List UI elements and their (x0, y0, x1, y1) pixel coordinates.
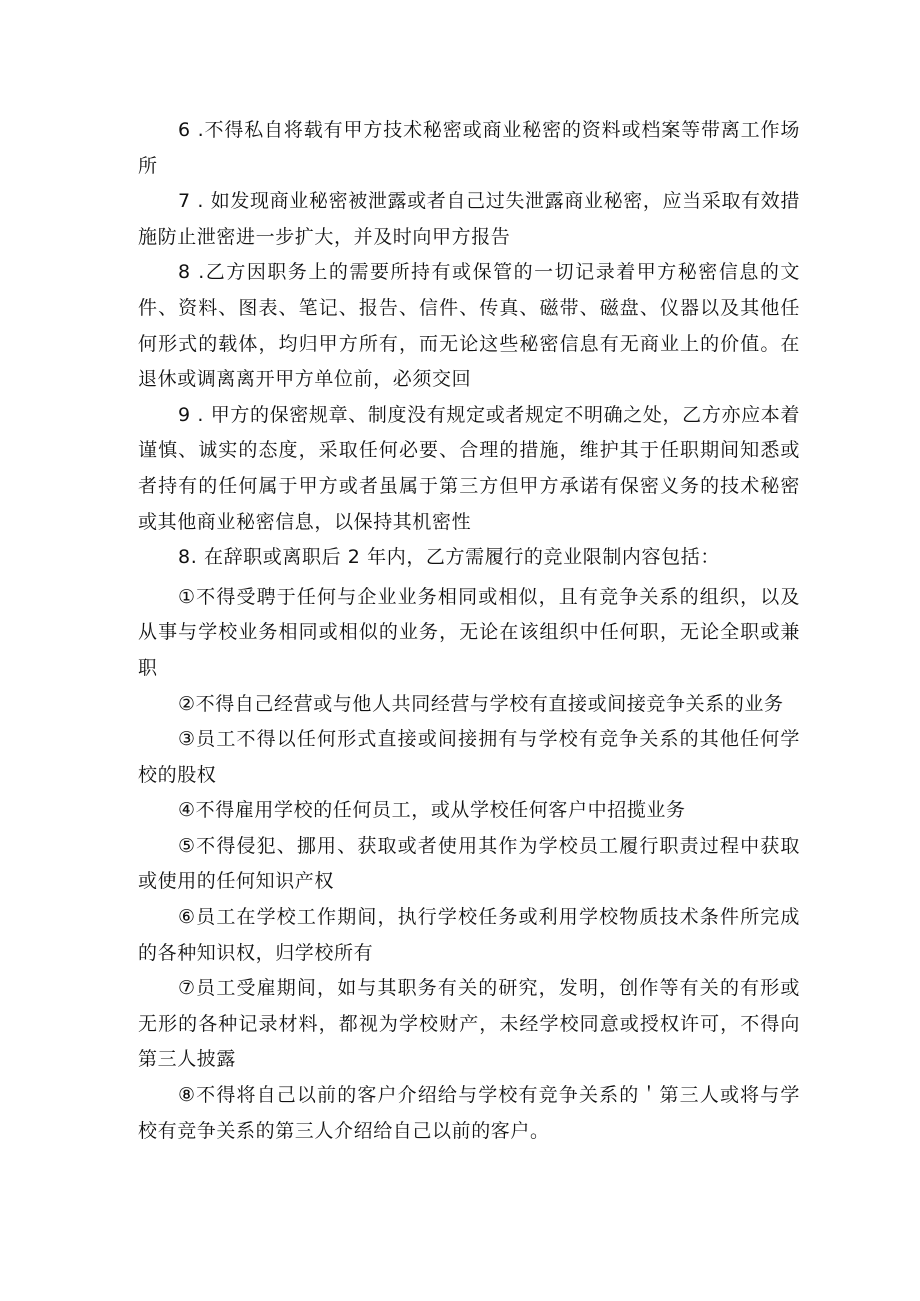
paragraph-item-3: ③员工不得以任何形式直接或间接拥有与学校有竞争关系的其他任何学校的股权 (138, 728, 800, 786)
paragraph-clause-8: 8 .乙方因职务上的需要所持有或保管的一切记录着甲方秘密信息的文件、资料、图表、笔记、报告、信件、传真、磁带、磁盘、仪器以及其他任何形式的载体，均归甲方所有，而无论这些秘密信息有无商业上的价值。在退休或调离离开甲方单位前，必须交回 (138, 261, 800, 391)
paragraph-item-8: ⑧不得将自己以前的客户介绍给与学校有竞争关系的＇第三人或将与学校有竞争关系的第三人介绍给自己以前的客户。 (138, 1084, 800, 1142)
paragraph-clause-9: 9 . 甲方的保密规章、制度没有规定或者规定不明确之处，乙方亦应本着谨慎、诚实的态度，采取任何必要、合理的措施，维护其于任职期间知悉或者持有的任何属于甲方或者虽属于第三方但甲方承诺有保密义务的技术秘密或其他商业秘密信息，以保持其机密性 (138, 403, 800, 533)
paragraph-item-5: ⑤不得侵犯、挪用、获取或者使用其作为学校员工履行职责过程中获取或使用的任何知识产权 (138, 834, 800, 893)
paragraph-item-1: ①不得受聘于任何与企业业务相同或相似，且有竞争关系的组织，以及从事与学校业务相同或相似的业务，无论在该组织中任何职，无论全职或兼职 (138, 585, 800, 679)
paragraph-clause-7: 7 . 如发现商业秘密被泄露或者自己过失泄露商业秘密，应当采取有效措施防止泄密进一步扩大，并及时向甲方报告 (138, 190, 800, 248)
paragraph-non-compete-intro: 8. 在辞职或离职后 2 年内，乙方需履行的竞业限制内容包括： (178, 546, 720, 569)
paragraph-item-6: ⑥员工在学校工作期间，执行学校任务或利用学校物质技术条件所完成的各种知识权，归学校所有 (138, 906, 800, 964)
paragraph-clause-6: 6 .不得私自将载有甲方技术秘密或商业秘密的资料或档案等带离工作场所 (138, 119, 800, 177)
paragraph-item-4: ④不得雇用学校的任何员工，或从学校任何客户中招揽业务 (178, 799, 686, 822)
document-body (138, 113, 800, 1149)
paragraph-item-7: ⑦员工受雇期间，如与其职务有关的研究，发明，创作等有关的有形或无形的各种记录材料，都视为学校财产，未经学校同意或授权许可，不得向第三人披露 (138, 977, 800, 1071)
paragraph-item-2: ②不得自己经营或与他人共同经营与学校有直接或间接竞争关系的业务 (178, 692, 784, 715)
